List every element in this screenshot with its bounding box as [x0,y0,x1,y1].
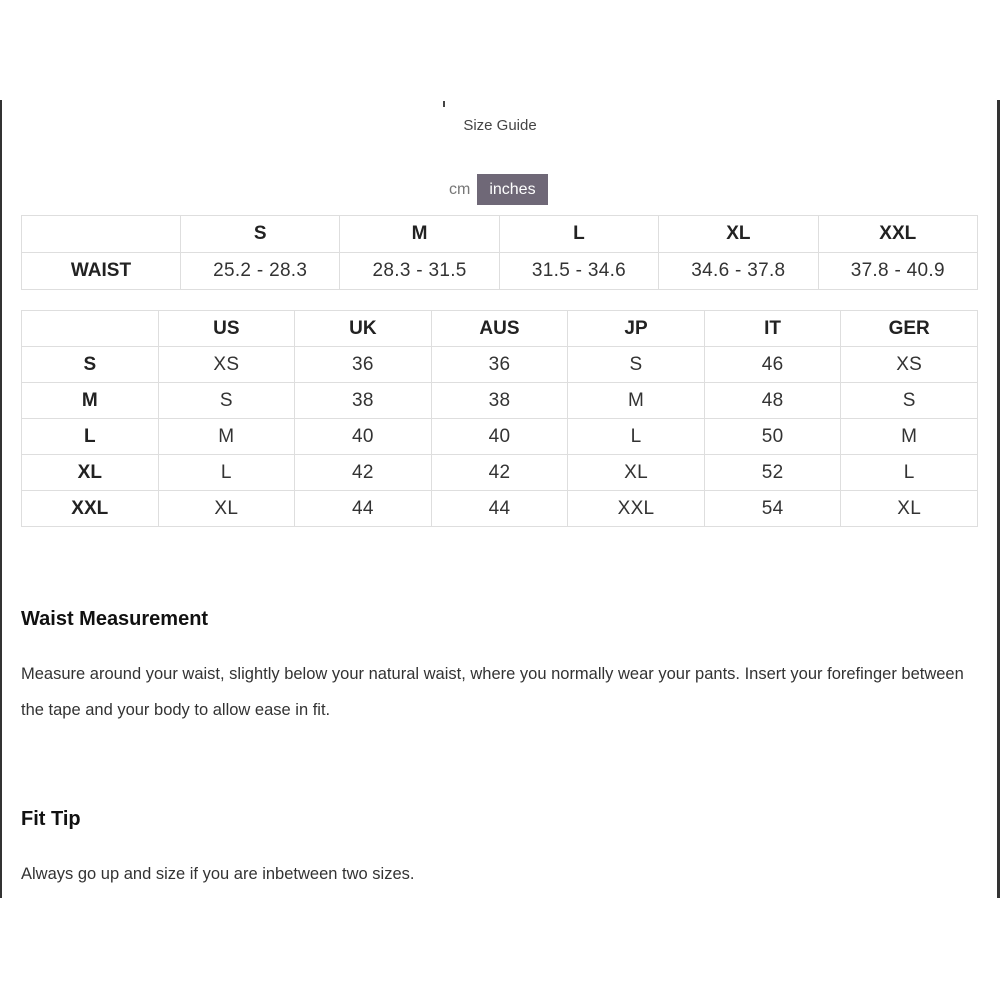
table-cell: 40 [295,419,432,455]
table-header-cell: M [340,216,499,253]
table-header-cell: AUS [431,311,568,347]
table-cell: L [158,455,295,491]
table-cell: XS [841,347,978,383]
waist-measurement-heading: Waist Measurement [21,608,209,630]
table-cell: 48 [704,383,841,419]
fit-tip-heading: Fit Tip [21,808,81,830]
table-header-row [22,216,978,253]
table-cell: XXL [568,491,705,527]
page-title: Size Guide [463,117,537,134]
fit-tip-text: Always go up and size if you are inbetween two sizes. [21,865,415,883]
table-header-cell: S [181,216,340,253]
table-row [22,383,978,419]
table-cell: 31.5 - 34.6 [499,253,658,290]
unit-cm-button[interactable]: cm [449,181,471,198]
row-label: L [22,419,159,455]
table-cell: M [158,419,295,455]
table-cell: XS [158,347,295,383]
table-header-row [22,311,978,347]
table-header-cell [22,311,159,347]
waist-size-table [21,215,978,290]
table-cell: 42 [295,455,432,491]
table-cell: 36 [295,347,432,383]
unit-inches-button[interactable]: inches [477,174,547,205]
table-cell: 50 [704,419,841,455]
table-cell: M [841,419,978,455]
table-header-cell: US [158,311,295,347]
table-cell: 28.3 - 31.5 [340,253,499,290]
table-cell: S [568,347,705,383]
table-cell: XL [841,491,978,527]
decorative-mark [443,101,445,107]
table-row [22,253,978,290]
table-row [22,347,978,383]
table-cell: L [841,455,978,491]
table-row [22,419,978,455]
table-row [22,491,978,527]
table-header-cell: IT [704,311,841,347]
table-header-cell: L [499,216,658,253]
table-cell: S [158,383,295,419]
table-cell: 25.2 - 28.3 [181,253,340,290]
table-cell: XL [158,491,295,527]
table-cell: XL [568,455,705,491]
table-header-cell: JP [568,311,705,347]
table-cell: 37.8 - 40.9 [818,253,977,290]
unit-toggle [442,174,548,205]
table-cell: 44 [431,491,568,527]
table-cell: 34.6 - 37.8 [659,253,818,290]
row-label: M [22,383,159,419]
row-label: XL [22,455,159,491]
table-cell: 38 [431,383,568,419]
table-cell: 40 [431,419,568,455]
table-cell: 36 [431,347,568,383]
table-cell: L [568,419,705,455]
size-conversion-table [21,310,978,527]
row-label: WAIST [22,253,181,290]
table-cell: 46 [704,347,841,383]
table-cell: 44 [295,491,432,527]
table-cell: 54 [704,491,841,527]
row-label: S [22,347,159,383]
table-cell: 42 [431,455,568,491]
table-cell: 38 [295,383,432,419]
waist-measurement-text: Measure around your waist, slightly below your natural waist, where you normally wear your pants. Insert your forefinger between the tape and your body to allow ease in fit. [21,665,964,719]
table-header-cell: UK [295,311,432,347]
table-header-cell: XXL [818,216,977,253]
table-cell: S [841,383,978,419]
table-cell: M [568,383,705,419]
table-header-cell [22,216,181,253]
table-header-cell: XL [659,216,818,253]
left-border [0,100,2,898]
table-cell: 52 [704,455,841,491]
table-row [22,455,978,491]
table-header-cell: GER [841,311,978,347]
row-label: XXL [22,491,159,527]
